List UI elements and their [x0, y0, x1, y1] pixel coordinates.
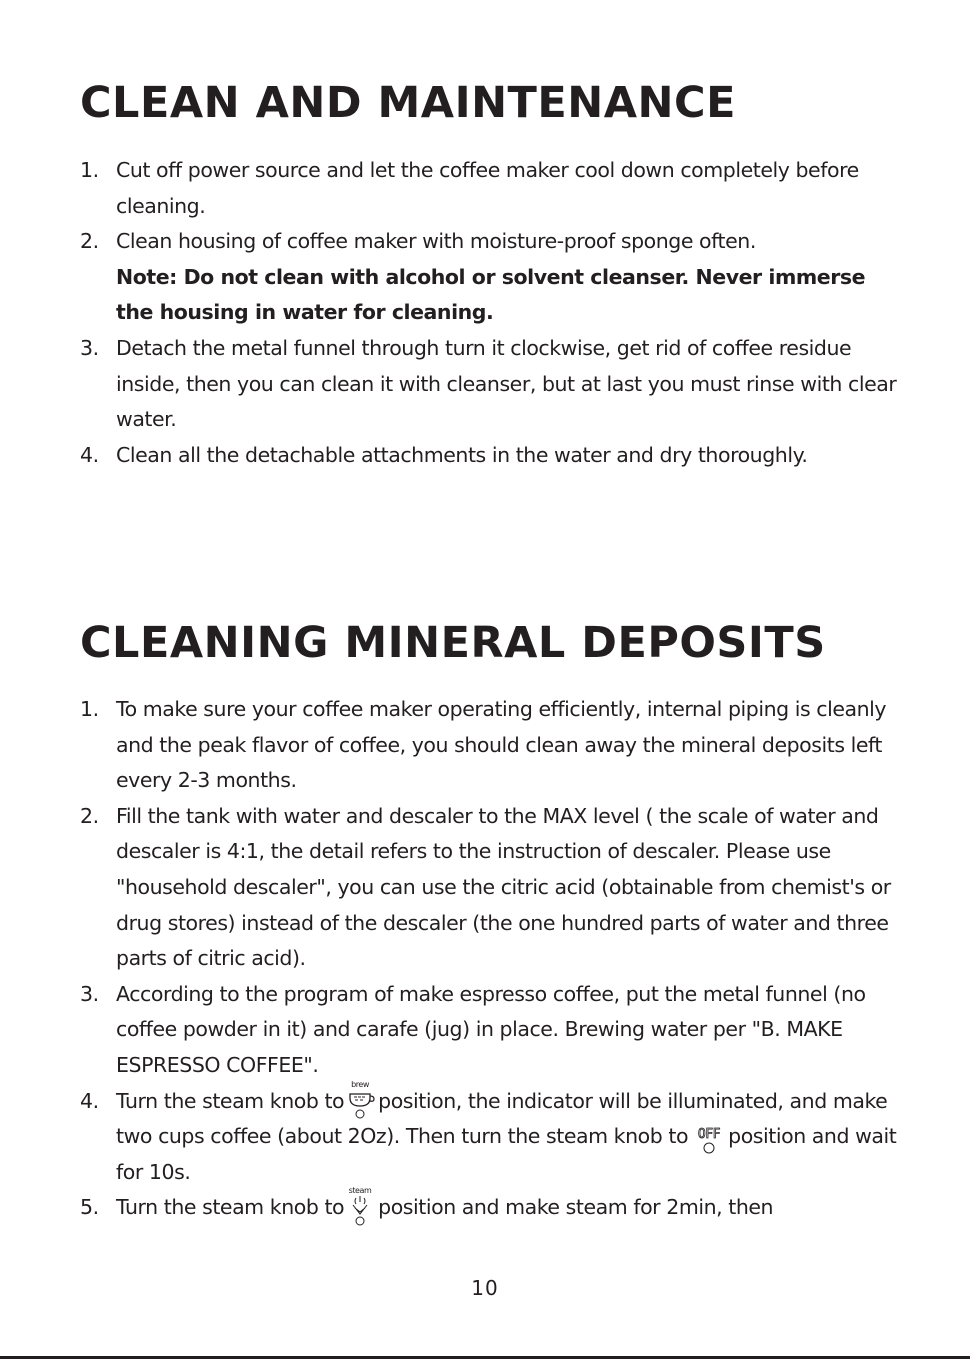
item-number: 3.: [80, 981, 99, 1006]
section-title-mineral-deposits: CLEANING MINERAL DEPOSITS: [80, 618, 826, 668]
item-text: To make sure your coffee maker operating efficiently, internal piping is cleanly and the peak flavor of coffee, you should clean away the mineral deposits left every 2-3 months.: [116, 697, 887, 793]
item-text: position and wait for 10s.: [116, 1124, 897, 1184]
list-item: [80, 1079, 900, 1191]
item-text: Detach the metal funnel through turn it clockwise, get rid of coffee residue inside, then you can clean it with cleanser, but at last you must rinse with clear water.: [116, 335, 897, 432]
clean-maintenance-list: [80, 153, 900, 473]
list-item: [80, 224, 900, 331]
item-number: 4.: [80, 442, 99, 467]
warning-note: Note: Do not clean with alcohol or solvent cleanser. Never immerse the housing in water for cleaning.: [116, 264, 866, 325]
list-item: [80, 438, 900, 474]
brew-position-icon: [345, 1079, 377, 1112]
item-text: Turn the steam knob to: [116, 1195, 345, 1220]
list-item: [80, 331, 900, 438]
list-item: [80, 692, 900, 799]
item-text: According to the program of make espresso coffee, put the metal funnel (no coffee powder in it) and carafe (jug) in place. Brewing water per "B. MAKE ESPRESSO COFFEE".: [116, 981, 866, 1077]
item-number: 3.: [80, 335, 99, 360]
mineral-deposits-list: [80, 692, 900, 1226]
list-item: [80, 977, 900, 1084]
item-number: 5.: [80, 1195, 99, 1220]
item-text: Cut off power source and let the coffee maker cool down completely before cleaning.: [116, 158, 859, 218]
item-text: Turn the steam knob to: [116, 1088, 345, 1113]
item-number: 4.: [80, 1088, 99, 1113]
item-number: 1.: [80, 697, 99, 721]
item-number: 1.: [80, 158, 99, 182]
item-number: 2.: [80, 229, 99, 254]
list-item: [80, 799, 900, 977]
list-item: [80, 1186, 900, 1226]
steam-position-icon: [345, 1186, 377, 1218]
bottom-rule: [0, 1356, 970, 1359]
list-item: [80, 153, 900, 224]
section-title-clean-maintenance: CLEAN AND MAINTENANCE: [80, 78, 736, 128]
item-text: position, the indicator will be illuminated, and make two cups coffee (about 2Oz). Then turn the steam knob to: [116, 1088, 888, 1149]
item-text: Fill the tank with water and descaler to the MAX level ( the scale of water and descaler is 4:1, the detail refers to the instruction of descaler. Please use "household descaler", you can use the citric acid (obtainable from chemist's or drug stores) instead of the descaler (the one hundred parts of water and three parts of citric acid).: [116, 803, 891, 971]
steam-icon-label: steam: [348, 1186, 372, 1196]
item-text: Clean all the detachable attachments in the water and dry thoroughly.: [116, 442, 808, 467]
item-text: position and make steam for 2min, then: [378, 1195, 774, 1220]
off-icon-label: OFF: [698, 1127, 721, 1143]
item-number: 2.: [80, 803, 99, 828]
item-text: Clean housing of coffee maker with moisture-proof sponge often.: [116, 229, 756, 254]
page-number: 10: [471, 1276, 499, 1300]
brew-icon-label: brew: [351, 1079, 370, 1089]
off-position-icon: [695, 1127, 727, 1147]
